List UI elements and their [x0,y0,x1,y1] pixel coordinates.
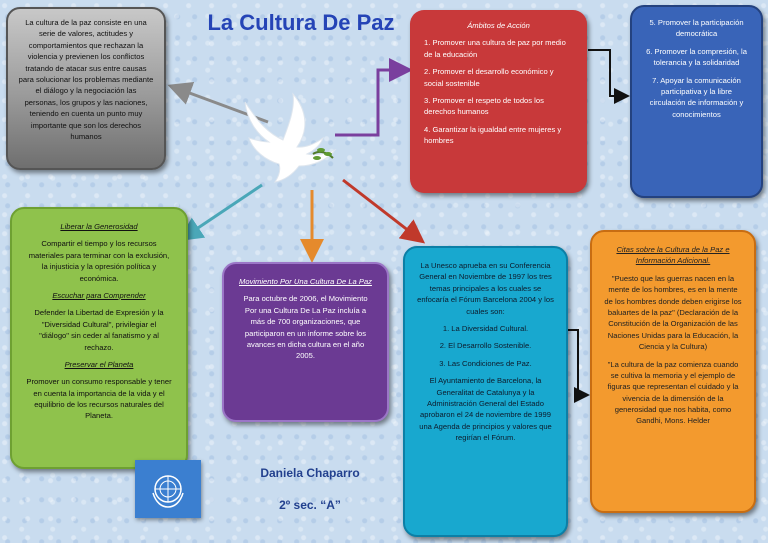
values-text: Defender la Libertad de Expresión y la "Diversidad Cultural", privilegiar el "diálogo" sin ceder al fanatismo y al rechazo. [34,308,164,352]
definition-text: La cultura de la paz consiste en una serie de valores, actitudes y comportamientos que rechazan la violencia y previenen los conflictos tratando de atacar sus entre causas para solucionar los problemas mediante el diálogo y la negociación las personas, los grupos y las naciones, teniendo en cuenta un punto muy importante que son los derechos humanos [18,18,154,141]
ambitos-heading: Ámbitos de Acción [467,21,530,30]
arrow-to-unesco [343,180,418,238]
values-heading: Preservar el Planeta [64,359,134,369]
values-text: Compartir el tiempo y los recursos materiales para terminar con la exclusión, la injusticia y la opresión política y económica. [28,239,170,283]
citas-quote: "Puesto que las guerras nacen en la mente de los hombres, es en la mente de los hombres donde deben erigirse los baluartes de la paz" (Declaración de la Constitución de la Organización de las Naciones Unidas para la Educación, la Ciencia y la Cultura) [604,273,742,352]
author-name: Daniela Chaparro [260,466,360,480]
ambitos-item: 2. Promover el desarrollo económico y social sostenible [424,67,554,88]
unesco-item: 2. El Desarrollo Sostenible. [439,341,532,351]
ambitos-continued-box [630,5,763,198]
values-heading: Liberar la Generosidad [60,222,138,231]
values-heading: Escuchar para Comprender [52,290,146,300]
unesco-closing: El Ayuntamiento de Barcelona, la Generalitat de Catalunya y la Administración General del Estado aprobaron el 24 de noviembre de 1999 una Agenda de principios y valores que regirían el Fórum. [419,376,552,443]
unesco-intro: La Unesco aprueba en su Conferencia General en Noviembre de 1997 los tres temas principales a los cuales se enfocaría el Fórum Barcelona 2004 y los cuales son: [417,261,554,316]
class-section: 2º sec. “A” [279,498,341,512]
ambitos-item: 3. Promover el respeto de todos los derechos humanos [424,95,544,117]
arrow-to-generosidad [186,185,262,236]
values-text: Promover un consumo responsable y tener en cuenta la importancia de la vida y el equilibrio de los recursos naturales del Planeta. [26,377,172,421]
ambitos-item: 6. Promover la compresión, la tolerancia y la solidaridad [646,46,747,68]
ambitos-item: 5. Promover la participación democrática [649,18,744,39]
movimiento-box [222,262,389,422]
ambitos-item: 7. Apoyar la comunicación participativa y la libre circulación de información y conocimientos [649,75,744,119]
arrow-to-ambitos [335,70,404,135]
un-emblem-icon [135,460,201,518]
unesco-item: 1. La Diversidad Cultural. [442,323,529,333]
values-box [10,207,188,469]
ambitos-item: 1. Promover una cultura de paz por medio de la educación [424,38,566,59]
citas-heading: Citas sobre la Cultura de la Paz e Información Adicional. [616,245,730,266]
movimiento-text: Para octubre de 2006, el Movimiento Por una Cultura De La Paz incluía a más de 700 organizaciones, que participaron en un informe sobre los avances en dicha cultura en el año 2005. [243,294,368,361]
definition-box [6,7,166,170]
movimiento-heading: Movimiento Por Una Cultura De La Paz [239,277,372,286]
citas-quote: "La cultura de la paz comienza cuando se cultiva la memoria y el ejemplo de figuras que representan el cuidado y la vivencia de la dimensión de la generosidad que nos habita, como Gandhi, Mons. Helder [607,359,739,426]
arrow-ambitos-continued [588,50,624,96]
arrow-unesco-to-citas [568,330,584,395]
dove-icon [235,92,345,187]
page-title: La Cultura De Paz [207,10,395,35]
unesco-item: 3. Las Condiciones de Paz. [439,358,532,368]
ambitos-item: 4. Garantizar la igualdad entre mujeres y hombres [424,124,562,146]
unesco-box [403,246,568,537]
citas-box [590,230,756,513]
ambitos-box [410,10,587,193]
